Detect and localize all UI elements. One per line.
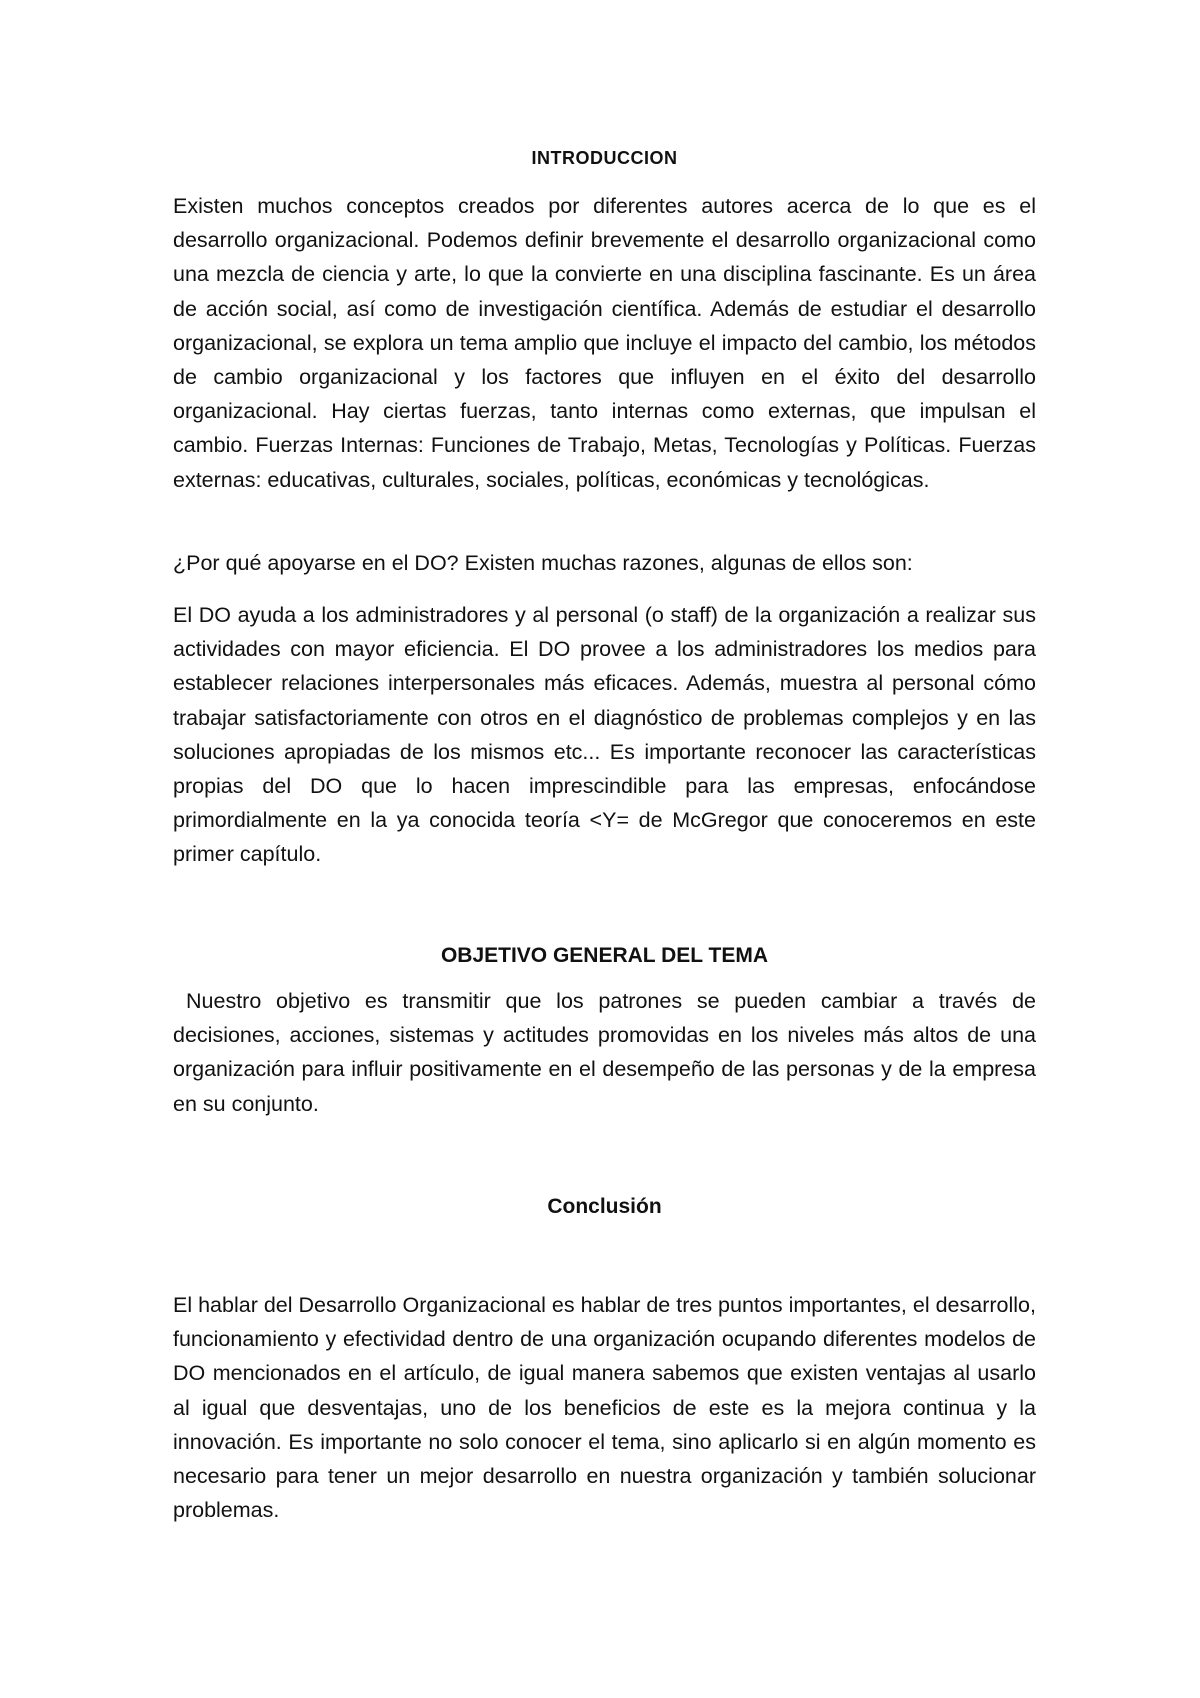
conclusion-paragraph: El hablar del Desarrollo Organizacional es hablar de tres puntos importantes, el desarrollo, funcionamiento y efectividad dentro de una organización ocupando diferentes modelos de DO mencionados en el artículo, de igual manera sabemos que existen ventajas al usarlo al igual que desventajas, uno de los beneficios de este es la mejora continua y la innovación. Es importante no solo conocer el tema, sino aplicarlo si en algún momento es necesario para tener un mejor desarrollo en nuestra organización y también solucionar problemas.: [173, 1293, 1036, 1523]
objetivo-paragraph: Nuestro objetivo es transmitir que los patrones se pueden cambiar a través de decisiones, acciones, sistemas y actitudes promovidas en los niveles más altos de una organización para influir positivamente en el desempeño de las personas y de la empresa en su conjunto.: [173, 989, 1036, 1116]
introduccion-paragraph-3: El DO ayuda a los administradores y al personal (o staff) de la organización a realizar sus actividades con mayor eficiencia. El DO provee a los administradores los medios para establecer relaciones interpersonales más eficaces. Además, muestra al personal cómo trabajar satisfactoriamente con otros en el diagnóstico de problemas complejos y en las soluciones apropiadas de los mismos etc... Es importante reconocer las características propias del DO que lo hacen imprescindible para las empresas, enfocándose primordialmente en la ya conocida teoría <Y= de McGregor que conoceremos en este primer capítulo.: [173, 603, 1036, 867]
section-heading-objetivo: OBJETIVO GENERAL DEL TEMA: [440, 944, 769, 967]
introduccion-paragraph-2: ¿Por qué apoyarse en el DO? Existen muchas razones, algunas de ellos son:: [173, 551, 913, 575]
introduccion-paragraph-1: Existen muchos conceptos creados por diferentes autores acerca de lo que es el desarrollo organizacional. Podemos definir brevemente el desarrollo organizacional como una mezcla de ciencia y arte, lo que la convierte en una disciplina fascinante. Es un área de acción social, así como de investigación científica. Además de estudiar el desarrollo organizacional, se explora un tema amplio que incluye el impacto del cambio, los métodos de cambio organizacional y los factores que influyen en el éxito del desarrollo organizacional. Hay ciertas fuerzas, tanto internas como externas, que impulsan el cambio. Fuerzas Internas: Funciones de Trabajo, Metas, Tecnologías y Políticas. Fuerzas externas: educativas, culturales, sociales, políticas, económicas y tecnológicas.: [173, 194, 1036, 492]
section-heading-introduccion: INTRODUCCION: [531, 148, 678, 168]
section-heading-conclusion: Conclusión: [547, 1195, 662, 1218]
